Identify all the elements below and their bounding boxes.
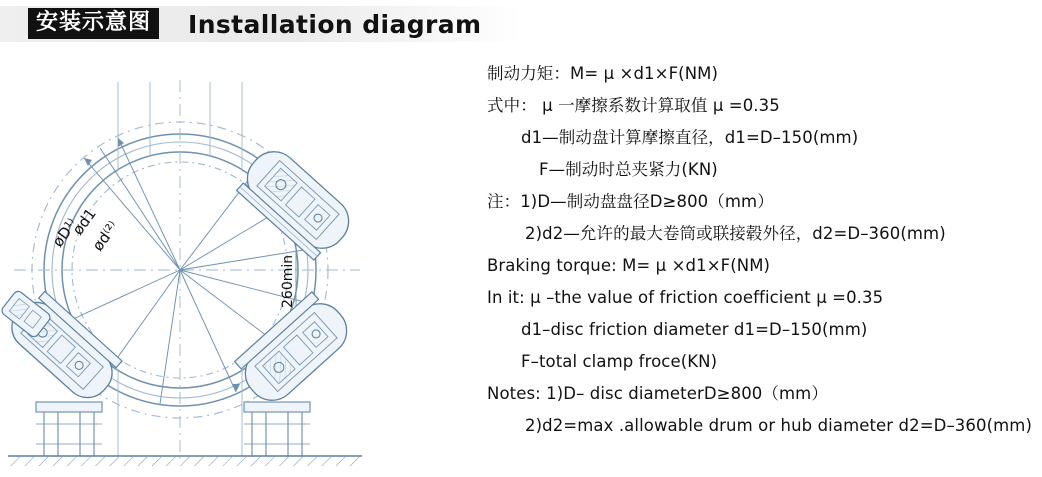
- note-line-7: Braking torque: M= μ ×d1×F(NM): [487, 255, 771, 275]
- note-line-6: 2)d2—允许的最大卷筒或联接毂外径，d2=D–360(mm): [525, 223, 946, 243]
- page-title-chinese: 安装示意图: [28, 8, 159, 39]
- note-line-5: 注：1)D—制动盘盘径D≥800（mm）: [487, 191, 774, 211]
- note-line-8: In it: μ –the value of friction coefficient μ =0.35: [487, 287, 884, 307]
- page-title-english: Installation diagram: [188, 10, 482, 39]
- note-line-2: 式中： μ 一摩擦系数计算取值 μ =0.35: [487, 95, 780, 115]
- note-line-9: d1–disc friction diameter d1=D–150(mm): [521, 319, 868, 339]
- note-line-3: d1—制动盘计算摩擦直径，d1=D–150(mm): [521, 127, 859, 147]
- note-line-10: F–total clamp froce(KN): [521, 351, 718, 371]
- label-phi-d1: ød1: [68, 204, 100, 239]
- label-phi-d2: ød⁽²⁾: [88, 217, 123, 255]
- ground-line: [8, 456, 362, 466]
- note-line-11: Notes: 1)D– disc diameterD≥800（mm）: [487, 383, 828, 403]
- installation-diagram-drawing: [0, 52, 470, 477]
- note-line-1: 制动力矩：M= μ ×d1×F(NM): [487, 64, 719, 83]
- formula-notes-panel: [487, 64, 1035, 474]
- support-stand-right: [244, 402, 310, 456]
- note-line-12: 2)d2=max .allowable drum or hub diameter d2=D–360(mm): [525, 415, 1033, 435]
- label-phi-D1: øD¹⁾: [48, 215, 82, 251]
- title-bar: [0, 0, 530, 48]
- support-stand-left: [36, 402, 102, 456]
- note-line-4: F—制动时总夹紧力(KN): [539, 159, 718, 179]
- diameter-labels: [49, 205, 122, 254]
- label-260min: 260min: [280, 254, 296, 308]
